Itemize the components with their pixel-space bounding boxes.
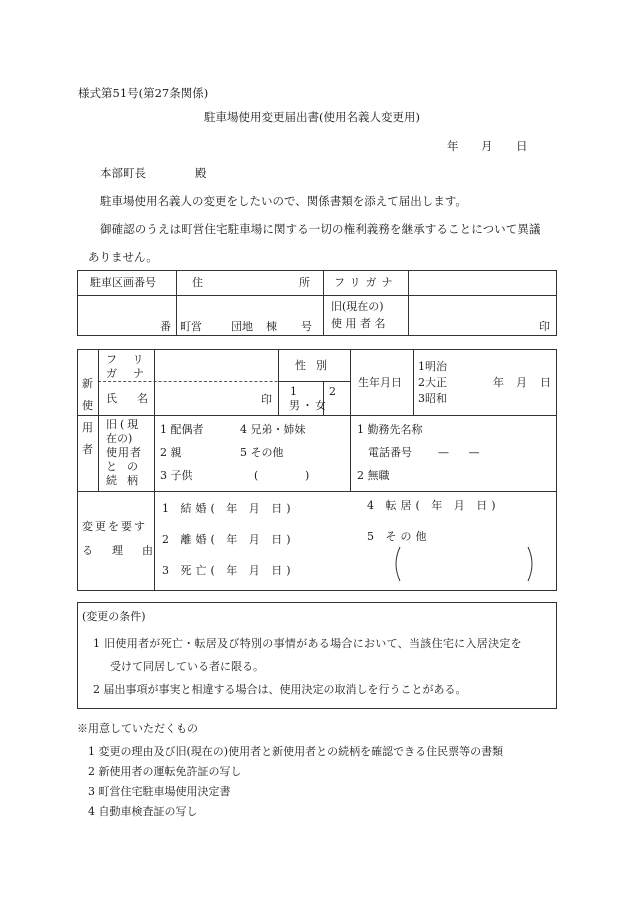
gender-values: 男・女 (289, 399, 328, 412)
unemployed-option: 2 無職 (357, 469, 390, 482)
relation-label-line-5: 続柄 (106, 474, 148, 487)
phone-label: 電話番号 (368, 446, 412, 459)
new-user-name-label (106, 393, 148, 404)
address-label (192, 277, 310, 288)
new-user-label: 新使用者 (82, 377, 93, 456)
dob-month: 月 (516, 376, 527, 389)
condition-2: 2 届出事項が事実と相違する場合は、使用決定の取消しを行うことがある。 (93, 683, 467, 696)
new-user-seal: 印 (261, 393, 272, 406)
addressee: 本部町長 (100, 166, 146, 180)
reason-label-line-1: 変更を要す (82, 520, 147, 533)
new-user-furigana-label-1: フリ (106, 353, 160, 366)
requirement-item: 4 自動車検査証の写し (88, 805, 198, 818)
new-user-furigana-label-2: ガナ (106, 367, 160, 380)
former-user-seal: 印 (539, 320, 550, 333)
name-label-char-2: 名 (137, 392, 148, 405)
date-month: 月 (481, 139, 493, 153)
danchi-label: 団地 (231, 320, 253, 333)
requirement-item: 3 町営住宅駐車場使用決定書 (88, 785, 231, 798)
relation-label-line-4: との (106, 460, 148, 473)
furigana-label: フリガナ (334, 276, 398, 289)
condition-1-line-1: 1 旧使用者が死亡・転居及び特別の事情がある場合において、当該住宅に入居決定を (93, 637, 522, 650)
relation-paren-close: ) (305, 469, 310, 482)
gender-label: 性別 (295, 359, 337, 372)
reason-marriage: 1 結婚( 年 月 日) (162, 502, 295, 515)
phone-dashes: — — (438, 446, 488, 459)
former-user-label-line-1: 旧(現在の) (331, 300, 384, 313)
address-label-char-1: 住 (192, 276, 203, 289)
lot-number-ban: 番 (160, 320, 171, 333)
gou-label: 号 (301, 320, 312, 333)
reason-death: 3 死亡( 年 月 日) (162, 564, 295, 577)
date-year: 年 (447, 139, 459, 153)
reason-divorce: 2 離婚( 年 月 日) (162, 533, 295, 546)
townhouse-label: 町営 (180, 320, 202, 333)
work-name-label: 1 勤務先名称 (357, 423, 423, 436)
relation-option-spouse: 1 配偶者 (160, 423, 204, 436)
honorific: 殿 (195, 166, 207, 180)
tou-label: 棟 (266, 320, 277, 333)
body-paragraph-2-line-2: ありません。 (88, 250, 158, 264)
address-label-char-2: 所 (299, 276, 310, 289)
condition-1-line-2: 受けて同居している者に限る。 (110, 660, 264, 673)
requirements-heading: ※用意していただくもの (77, 722, 198, 735)
body-paragraph-1: 駐車場使用名義人の変更をしたいので、関係書類を添えて届出します。 (100, 194, 467, 208)
relation-label-line-2: 在の) (106, 432, 133, 445)
era-showa: 3昭和 (418, 392, 447, 405)
requirement-item: 1 変更の理由及び旧(現在の)使用者と新使用者との続柄を確認できる住民票等の書類 (88, 745, 504, 758)
relation-option-other: 5 その他 (240, 446, 284, 459)
gender-num-2: 2 (329, 385, 336, 398)
former-user-label-line-2: 使用者名 (331, 317, 389, 330)
relation-label-line-1: 旧(現 (106, 418, 142, 431)
relation-option-sibling: 4 兄弟・姉妹 (240, 423, 306, 436)
relation-option-child: 3 子供 (160, 469, 193, 482)
gender-num-1: 1 (290, 385, 297, 398)
requirement-item: 2 新使用者の運転免許証の写し (88, 765, 242, 778)
lot-number-label: 駐車区画番号 (90, 276, 156, 289)
reason-label-line-2: る理由 (82, 544, 172, 557)
form-number: 様式第51号(第27条関係) (78, 86, 209, 100)
name-label-char-1: 氏 (106, 392, 117, 405)
era-taisho: 2大正 (418, 376, 447, 389)
body-paragraph-2-line-1: 御確認のうえは町営住宅駐車場に関する一切の権利義務を継承することについて異議 (100, 222, 541, 236)
reason-other: 5 その他 (367, 530, 431, 543)
dob-day: 日 (540, 376, 551, 389)
dob-label: 生年月日 (358, 376, 402, 389)
relation-label-line-3: 使用者 (106, 446, 142, 459)
date-day: 日 (516, 139, 528, 153)
form-title: 駐車場使用変更届出書(使用名義人変更用) (204, 110, 420, 124)
conditions-heading: (変更の条件) (82, 610, 146, 623)
reason-other-brackets (390, 545, 538, 583)
relation-option-parent: 2 親 (160, 446, 182, 459)
relation-paren-open: ( (254, 469, 259, 482)
dob-year: 年 (493, 376, 504, 389)
era-meiji: 1明治 (418, 360, 447, 373)
reason-move: 4 転居( 年 月 日) (367, 499, 500, 512)
